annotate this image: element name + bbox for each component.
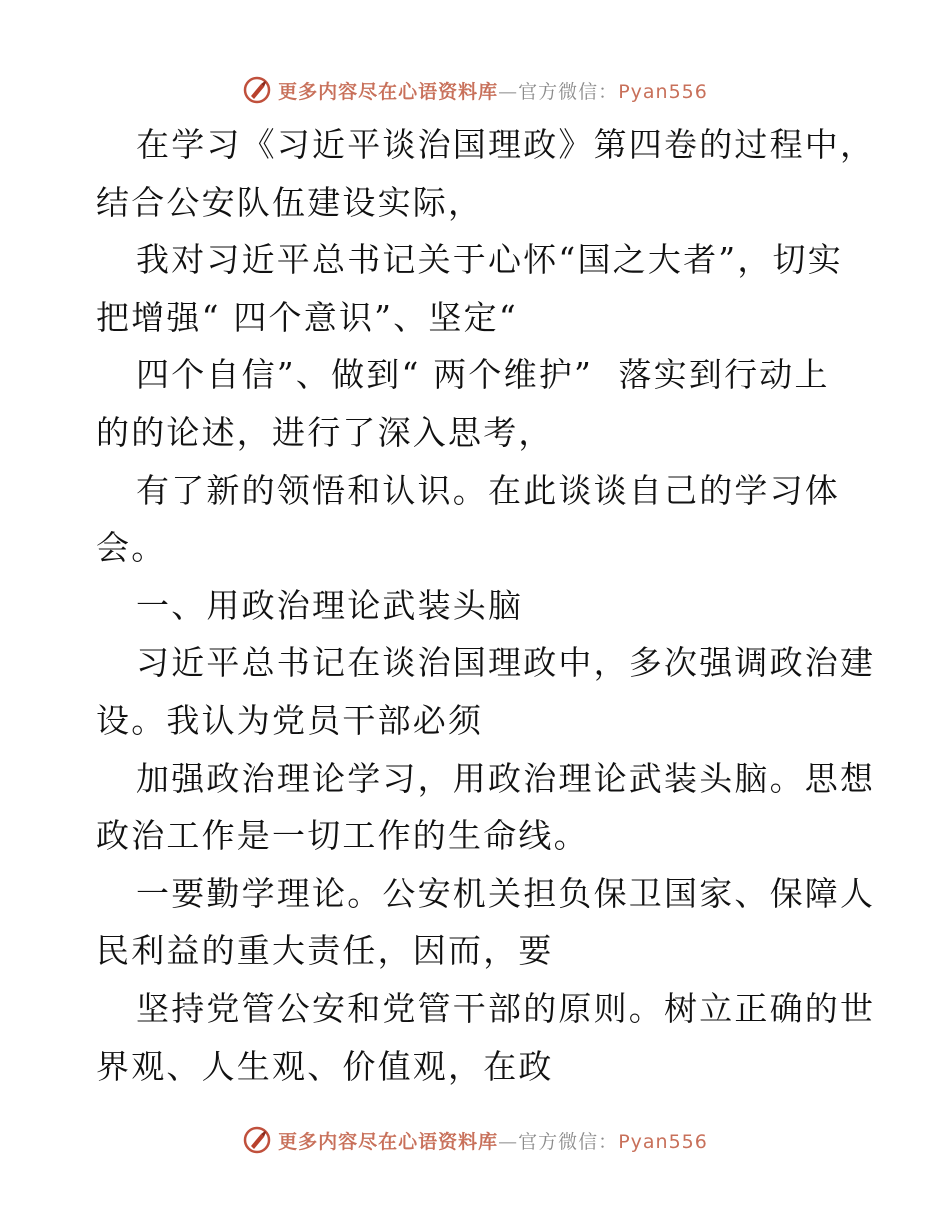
pen-nib-circle-icon	[242, 75, 272, 105]
text-line: 会。	[96, 528, 167, 568]
header-watermark	[0, 70, 950, 110]
section-heading: 一、用政治理论武装头脑	[136, 585, 524, 625]
document-body	[96, 116, 876, 1095]
text-line: 习近平总书记在谈治国理政中，多次强调政治建	[136, 643, 876, 683]
watermark-text: 更多内容尽在心语资料库—官方微信：Pyan556	[278, 1130, 708, 1153]
text-line: 在学习《习近平谈治国理政》第四卷的过程中，	[136, 125, 876, 164]
watermark-text: 更多内容尽在心语资料库—官方微信：Pyan556	[278, 80, 708, 103]
text-line: 坚持党管公安和党管干部的原则。树立正确的世	[136, 988, 876, 1028]
text-line: 加强政治理论学习，用政治理论武装头脑。思想	[136, 758, 876, 798]
pen-nib-circle-icon	[242, 1125, 272, 1155]
text-line: 界观、人生观、价值观，在政	[96, 1046, 554, 1086]
footer-watermark	[0, 1120, 950, 1160]
text-line: 结合公安队伍建设实际，	[96, 182, 484, 222]
text-line: 政治工作是一切工作的生命线。	[96, 816, 589, 856]
text-line: 有了新的领悟和认识。在此谈谈自己的学习体	[136, 470, 840, 510]
text-line: 的的论述，进行了深入思考，	[96, 412, 554, 452]
text-line: 我对习近平总书记关于心怀“国之大者”，切实	[136, 240, 843, 280]
text-line: 把增强“ 四个意识”、坚定“	[96, 297, 518, 337]
text-line: 民利益的重大责任，因而，要	[96, 931, 554, 971]
text-line: 设。我认为党员干部必须	[96, 700, 484, 740]
text-line: 一要勤学理论。公安机关担负保卫国家、保障人	[136, 873, 876, 913]
text-line: 四个自信”、做到“ 两个维护” 落实到行动上	[136, 355, 830, 395]
